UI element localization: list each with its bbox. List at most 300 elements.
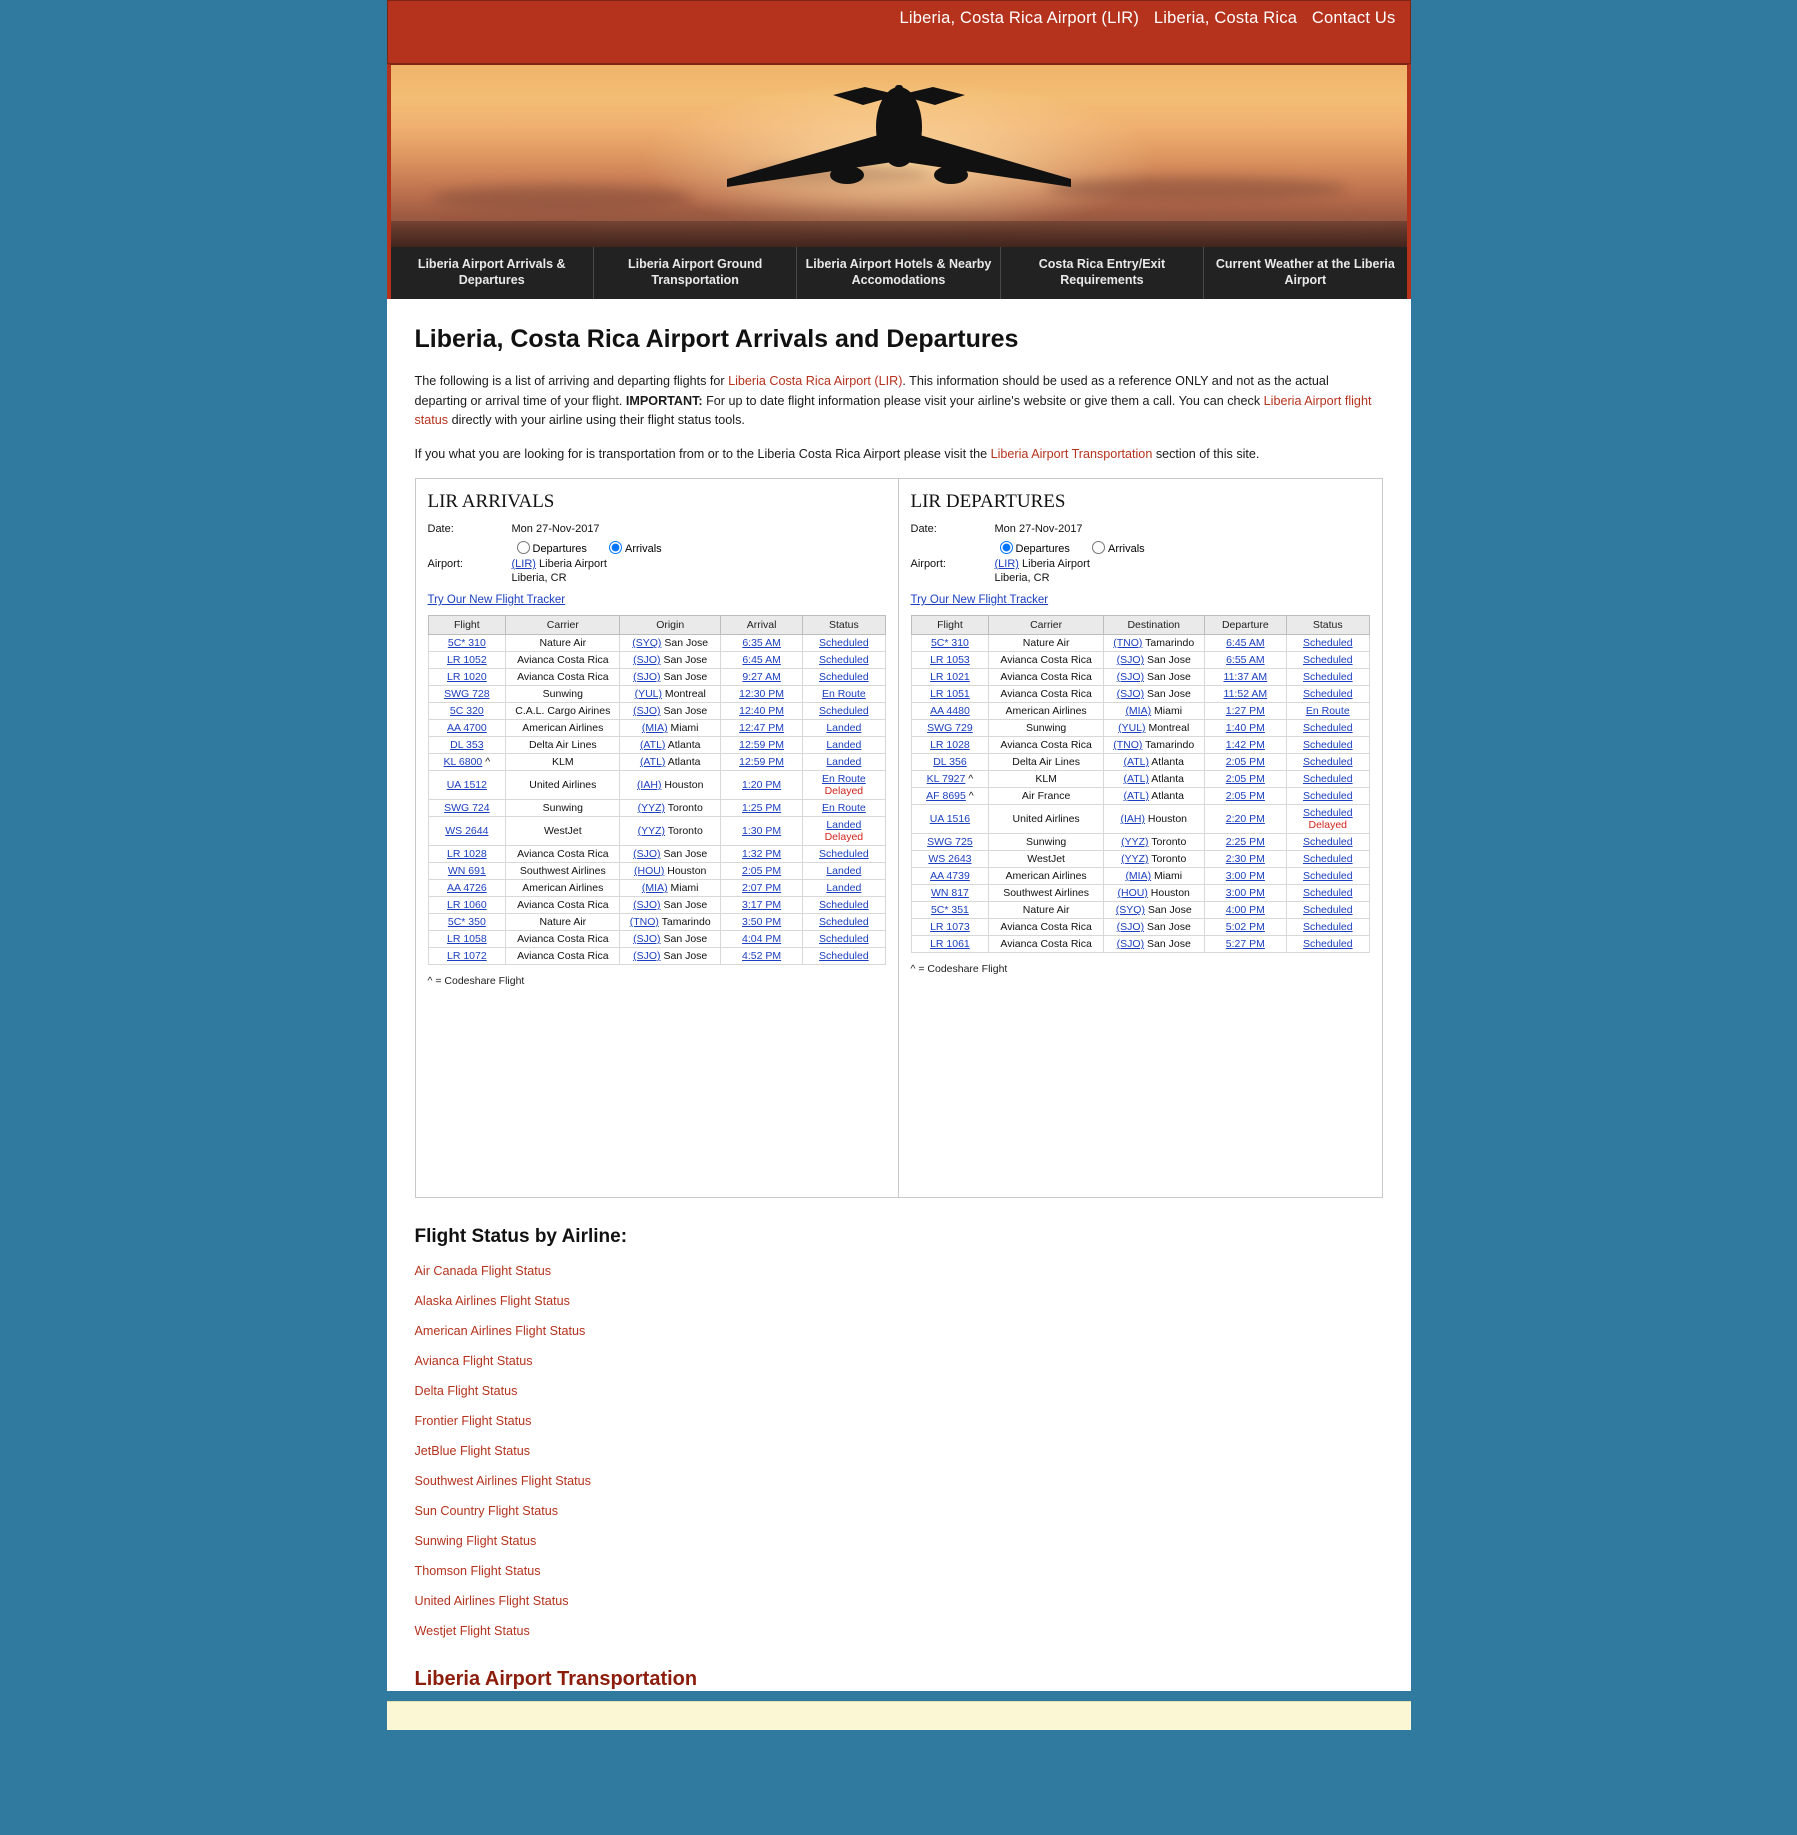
cell-carrier: United Airlines <box>989 805 1104 834</box>
cloud-3 <box>1047 177 1347 201</box>
flight-number-link[interactable]: KL 7927 <box>926 773 966 786</box>
status-badge[interactable]: Landed <box>826 756 862 769</box>
airport-code-link[interactable]: (SYQ) <box>632 637 662 650</box>
cell-carrier: Avianca Costa Rica <box>989 936 1104 953</box>
cell-carrier: WestJet <box>506 817 620 846</box>
departures-radio-departures-input[interactable] <box>1000 541 1013 554</box>
flight-number-link[interactable]: LR 1028 <box>446 848 487 861</box>
time-link[interactable]: 6:35 AM <box>742 637 781 650</box>
flight-number-link[interactable]: LR 1021 <box>930 671 970 684</box>
cell-carrier: Sunwing <box>989 720 1104 737</box>
time-link[interactable]: 1:32 PM <box>742 848 782 861</box>
departures-radio-arrivals[interactable] <box>1087 543 1145 555</box>
airline-status-link[interactable]: Air Canada Flight Status <box>414 1264 552 1279</box>
airport-code-link[interactable]: (YUL) <box>1118 722 1146 735</box>
airline-status-link[interactable]: Avianca Flight Status <box>414 1354 533 1369</box>
flight-number-link[interactable]: WN 817 <box>930 887 969 900</box>
hero-banner-image <box>387 64 1411 247</box>
cell-flight <box>428 931 506 948</box>
cell-place: (SJO) San Jose <box>620 897 721 914</box>
cell-place: (SJO) San Jose <box>1103 669 1204 686</box>
cell-time <box>720 737 802 754</box>
flight-number-link[interactable]: 5C 320 <box>449 705 484 718</box>
codeshare-marker: ^ <box>965 773 974 786</box>
flight-number-link[interactable]: DL 356 <box>933 756 967 769</box>
table-row <box>911 902 1369 919</box>
cell-status <box>803 703 885 720</box>
cell-flight <box>911 834 989 851</box>
bottom-highlight-strip <box>387 1701 1411 1730</box>
flight-number-link[interactable]: LR 1052 <box>446 654 487 667</box>
status-badge[interactable]: En Route <box>1305 705 1350 718</box>
arrivals-body <box>428 635 885 965</box>
arrivals-col-arrival: Arrival <box>720 616 802 635</box>
airline-status-link[interactable]: Westjet Flight Status <box>414 1624 530 1639</box>
airport-code-link[interactable]: (TNO) <box>629 916 659 929</box>
time-link[interactable]: 12:47 PM <box>739 722 785 735</box>
status-badge[interactable]: Scheduled <box>1302 654 1353 667</box>
cell-time <box>1204 652 1286 669</box>
table-row <box>911 771 1369 788</box>
time-link[interactable]: 11:37 AM <box>1223 671 1268 684</box>
cell-flight <box>911 635 989 652</box>
cell-carrier: Delta Air Lines <box>989 754 1104 771</box>
intro-text-c: For up to date flight information please visit your airline's website or give them a call. You can check <box>702 393 1264 408</box>
cell-time <box>720 948 802 965</box>
departures-radio-departures[interactable] <box>995 543 1070 555</box>
top-link-city[interactable]: Liberia, Costa Rica <box>1153 9 1298 27</box>
airline-status-link[interactable]: JetBlue Flight Status <box>414 1444 531 1459</box>
departures-col-destination: Destination <box>1103 616 1204 635</box>
arrivals-col-status: Status <box>803 616 885 635</box>
flight-number-link[interactable]: AF 8695 <box>926 790 966 803</box>
cell-time <box>720 880 802 897</box>
time-link[interactable]: 1:40 PM <box>1225 722 1265 735</box>
time-link[interactable]: 1:30 PM <box>742 825 782 838</box>
table-row <box>911 703 1369 720</box>
flight-number-link[interactable]: SWG 724 <box>444 802 490 815</box>
table-row <box>911 635 1369 652</box>
flight-number-link[interactable]: UA 1512 <box>446 779 487 792</box>
table-row <box>428 914 885 931</box>
time-link[interactable]: 6:45 AM <box>742 654 781 667</box>
airport-code-link[interactable]: (SJO) <box>633 933 661 946</box>
cell-carrier: Nature Air <box>989 902 1104 919</box>
time-link[interactable]: 2:20 PM <box>1225 813 1265 826</box>
flight-number-link[interactable]: LR 1072 <box>446 950 487 963</box>
flight-number-link[interactable]: WN 691 <box>447 865 486 878</box>
codeshare-marker: ^ <box>482 756 491 769</box>
airport-code-link[interactable]: (SJO) <box>1116 938 1145 951</box>
arrivals-radio-departures-input[interactable] <box>517 541 530 554</box>
cell-carrier: Nature Air <box>989 635 1104 652</box>
cell-status <box>1287 737 1369 754</box>
cell-place: (SYQ) San Jose <box>1103 902 1204 919</box>
flight-number-link[interactable]: SWG 728 <box>444 688 490 701</box>
status-badge[interactable]: Scheduled <box>1302 722 1353 735</box>
airline-status-link[interactable]: Alaska Airlines Flight Status <box>414 1294 570 1309</box>
page-wrapper <box>387 0 1411 1730</box>
cell-place: (SJO) San Jose <box>620 652 721 669</box>
arrivals-airport-name: Liberia Airport <box>535 558 607 571</box>
cell-status <box>1287 703 1369 720</box>
time-link[interactable]: 2:07 PM <box>742 882 782 895</box>
airport-code-link[interactable]: (ATL) <box>1123 756 1149 769</box>
table-row <box>911 788 1369 805</box>
airport-code-link[interactable]: (ATL) <box>1123 773 1149 786</box>
status-badge[interactable]: Scheduled <box>1302 688 1353 701</box>
cell-status <box>803 931 885 948</box>
flight-number-link[interactable]: DL 353 <box>450 739 484 752</box>
airport-code-link[interactable]: (SJO) <box>1116 654 1145 667</box>
arrivals-col-origin: Origin <box>620 616 721 635</box>
airport-code-link[interactable]: (ATL) <box>1123 790 1149 803</box>
intro-paragraph-1 <box>415 372 1383 431</box>
cell-place: (YYZ) Toronto <box>1103 851 1204 868</box>
intro-important-label: IMPORTANT: <box>625 393 703 408</box>
cell-flight <box>911 902 989 919</box>
cell-status <box>803 863 885 880</box>
table-row <box>428 817 885 846</box>
cell-status <box>1287 919 1369 936</box>
flight-number-link[interactable]: LR 1020 <box>446 671 487 684</box>
cell-flight <box>428 880 506 897</box>
status-badge[interactable]: Scheduled <box>819 654 869 667</box>
status-badge[interactable]: Landed <box>826 722 862 735</box>
status-badge[interactable]: Scheduled <box>1302 790 1353 803</box>
status-badge[interactable]: Scheduled <box>1302 921 1353 934</box>
airport-code-link[interactable]: (MIA) <box>641 882 668 895</box>
status-badge[interactable]: Scheduled <box>819 705 869 718</box>
cell-place: (SJO) San Jose <box>1103 652 1204 669</box>
cell-place: (HOU) Houston <box>620 863 721 880</box>
time-link[interactable]: 3:00 PM <box>1225 887 1265 900</box>
departures-flight-tracker-link[interactable]: Try Our New Flight Tracker <box>910 594 1049 607</box>
arrivals-col-flight: Flight <box>428 616 506 635</box>
departures-city-spacer <box>911 572 995 584</box>
flight-number-link[interactable]: SWG 725 <box>927 836 973 849</box>
flight-number-link[interactable]: LR 1051 <box>930 688 970 701</box>
airport-code-link[interactable]: (SJO) <box>633 848 661 861</box>
departures-radio-arrivals-label: Arrivals <box>1107 543 1145 556</box>
airport-code-link[interactable]: (SYQ) <box>1115 904 1145 917</box>
status-badge[interactable]: En Route <box>821 773 866 786</box>
airport-code-link[interactable]: (HOU) <box>634 865 665 878</box>
status-badge[interactable]: Scheduled <box>1302 887 1353 900</box>
time-link[interactable]: 1:27 PM <box>1225 705 1265 718</box>
flight-number-link[interactable]: LR 1073 <box>930 921 970 934</box>
flight-number-link[interactable]: LR 1061 <box>930 938 970 951</box>
cell-flight <box>911 919 989 936</box>
flight-number-link[interactable]: LR 1028 <box>930 739 970 752</box>
time-link[interactable]: 4:52 PM <box>742 950 782 963</box>
arrivals-heading: LIR ARRIVALS <box>427 491 555 513</box>
cell-place: (MIA) Miami <box>1103 868 1204 885</box>
time-link[interactable]: 3:00 PM <box>1225 870 1265 883</box>
flight-number-link[interactable]: LR 1053 <box>930 654 970 667</box>
airport-code-link[interactable]: (IAH) <box>636 779 662 792</box>
cell-time <box>720 931 802 948</box>
intro2-text-a: If you what you are looking for is transportation from or to the Liberia Costa Rica Airport please visit the <box>414 446 991 461</box>
status-badge[interactable]: Scheduled <box>1302 739 1353 752</box>
time-link[interactable]: 2:25 PM <box>1225 836 1265 849</box>
cell-flight <box>911 788 989 805</box>
time-link[interactable]: 9:27 AM <box>742 671 781 684</box>
departures-date-value: Mon 27-Nov-2017 <box>994 523 1083 536</box>
status-badge[interactable]: Scheduled <box>1302 807 1353 820</box>
airport-code-link[interactable]: (SJO) <box>633 654 661 667</box>
table-row <box>911 868 1369 885</box>
flight-number-link[interactable]: SWG 729 <box>927 722 973 735</box>
main-navigation <box>387 247 1411 299</box>
top-bar <box>387 0 1411 64</box>
status-badge[interactable]: Scheduled <box>819 671 869 684</box>
airline-status-link[interactable]: Southwest Airlines Flight Status <box>414 1474 591 1489</box>
time-link[interactable]: 12:59 PM <box>739 739 785 752</box>
status-badge[interactable]: Scheduled <box>1302 870 1353 883</box>
nav-item-hotels[interactable]: Liberia Airport Hotels & Nearby Accomodations <box>797 247 1000 299</box>
link-airport-transportation[interactable]: Liberia Airport Transportation <box>990 446 1153 461</box>
airport-code-link[interactable]: (ATL) <box>639 756 666 769</box>
table-row <box>428 800 885 817</box>
arrivals-airport-code-link[interactable]: (LIR) <box>511 558 536 571</box>
status-badge[interactable]: Scheduled <box>1302 853 1353 866</box>
status-badge[interactable]: Scheduled <box>1302 904 1353 917</box>
link-flight-status[interactable]: Liberia Airport flight status <box>414 393 1372 428</box>
flight-number-link[interactable]: KL 6800 <box>443 756 483 769</box>
cell-carrier: Air France <box>989 788 1104 805</box>
status-delay-note: Delayed <box>824 785 864 798</box>
cell-flight <box>911 737 989 754</box>
cell-carrier: Avianca Costa Rica <box>989 669 1104 686</box>
nav-item-entry-exit[interactable]: Costa Rica Entry/Exit Requirements <box>1001 247 1204 299</box>
flight-number-link[interactable]: WS 2644 <box>445 825 489 838</box>
airline-status-link[interactable]: American Airlines Flight Status <box>414 1324 586 1339</box>
time-link[interactable]: 1:20 PM <box>742 779 782 792</box>
arrivals-radio-departures-label: Departures <box>532 543 587 556</box>
cell-status <box>1287 720 1369 737</box>
airport-code-link[interactable]: (YYZ) <box>637 802 666 815</box>
airport-code-link[interactable]: (MIA) <box>1125 870 1152 883</box>
departures-date-row <box>911 523 1370 535</box>
cloud-1 <box>431 185 691 211</box>
status-badge[interactable]: Scheduled <box>819 950 869 963</box>
top-link-contact[interactable]: Contact Us <box>1311 9 1396 27</box>
status-badge[interactable]: Scheduled <box>819 916 869 929</box>
status-badge[interactable]: Scheduled <box>1302 938 1353 951</box>
airport-code-link[interactable]: (SJO) <box>1116 921 1145 934</box>
airline-status-link[interactable]: Thomson Flight Status <box>414 1564 541 1579</box>
airline-status-link[interactable]: Frontier Flight Status <box>414 1414 532 1429</box>
cell-time <box>1204 737 1286 754</box>
horizon-ground <box>391 221 1407 247</box>
time-link[interactable]: 12:59 PM <box>739 756 785 769</box>
cell-carrier: Sunwing <box>506 800 620 817</box>
cell-flight <box>911 885 989 902</box>
airport-code-link[interactable]: (MIA) <box>1125 705 1152 718</box>
arrivals-flight-tracker-link[interactable]: Try Our New Flight Tracker <box>427 594 566 607</box>
cell-time <box>720 652 802 669</box>
status-badge[interactable]: Landed <box>826 865 862 878</box>
nav-item-weather[interactable]: Current Weather at the Liberia Airport <box>1215 257 1395 287</box>
airport-code-link[interactable]: (IAH) <box>1120 813 1145 826</box>
cell-flight <box>911 936 989 953</box>
status-badge[interactable]: Landed <box>826 819 862 832</box>
time-link[interactable]: 4:04 PM <box>742 933 782 946</box>
cell-flight <box>911 754 989 771</box>
flight-number-link[interactable]: WS 2643 <box>928 853 972 866</box>
cell-time <box>1204 936 1286 953</box>
departures-col-carrier: Carrier <box>989 616 1104 635</box>
arrivals-radio-arrivals[interactable] <box>604 543 662 555</box>
departures-radio-arrivals-input[interactable] <box>1092 541 1105 554</box>
status-badge[interactable]: Scheduled <box>1302 671 1353 684</box>
time-link[interactable]: 4:00 PM <box>1225 904 1265 917</box>
airport-code-link[interactable]: (TNO) <box>1113 739 1143 752</box>
cell-carrier: Southwest Airlines <box>506 863 620 880</box>
flight-number-link[interactable]: AA 4480 <box>930 705 970 718</box>
time-link[interactable]: 2:05 PM <box>1225 773 1265 786</box>
airport-code-link[interactable]: (ATL) <box>639 739 666 752</box>
flight-number-link[interactable]: 5C* 310 <box>930 637 969 650</box>
time-link[interactable]: 3:17 PM <box>742 899 782 912</box>
cell-flight <box>428 652 506 669</box>
time-link[interactable]: 1:25 PM <box>742 802 782 815</box>
time-link[interactable]: 6:45 AM <box>1226 637 1265 650</box>
cell-place: (SYQ) San Jose <box>620 635 721 652</box>
flight-number-link[interactable]: LR 1060 <box>446 899 487 912</box>
time-link[interactable]: 5:27 PM <box>1225 938 1265 951</box>
arrivals-radio-departures[interactable] <box>512 543 587 555</box>
status-badge[interactable]: Landed <box>826 882 862 895</box>
time-link[interactable]: 6:55 AM <box>1226 654 1265 667</box>
airport-code-link[interactable]: (YYZ) <box>637 825 666 838</box>
time-link[interactable]: 1:42 PM <box>1225 739 1265 752</box>
flight-number-link[interactable]: LR 1058 <box>446 933 487 946</box>
cell-time <box>1204 788 1286 805</box>
airline-status-link[interactable]: Delta Flight Status <box>414 1384 518 1399</box>
cell-place: (SJO) San Jose <box>620 846 721 863</box>
flight-number-link[interactable]: 5C* 351 <box>930 904 969 917</box>
time-link[interactable]: 2:05 PM <box>1225 756 1265 769</box>
flight-number-link[interactable]: 5C* 350 <box>447 916 486 929</box>
departures-footnote: ^ = Codeshare Flight <box>910 963 1008 976</box>
cell-time <box>720 754 802 771</box>
cell-place: (TNO) Tamarindo <box>1103 635 1204 652</box>
cell-flight <box>911 868 989 885</box>
cell-status <box>1287 834 1369 851</box>
airport-code-link[interactable]: (MIA) <box>641 722 668 735</box>
intro-text-a: The following is a list of arriving and departing flights for <box>414 374 729 388</box>
cell-flight <box>428 669 506 686</box>
cell-time <box>1204 885 1286 902</box>
airline-status-link[interactable]: United Airlines Flight Status <box>414 1594 569 1609</box>
flight-number-link[interactable]: AA 4739 <box>930 870 970 883</box>
status-badge[interactable]: Scheduled <box>819 899 869 912</box>
cell-status <box>803 880 885 897</box>
nav-item-arrivals-departures[interactable]: Liberia Airport Arrivals & Departures <box>391 247 594 299</box>
flight-number-link[interactable]: 5C* 310 <box>447 637 486 650</box>
time-link[interactable]: 2:30 PM <box>1225 853 1265 866</box>
cell-flight <box>911 771 989 788</box>
time-link[interactable]: 2:05 PM <box>742 865 782 878</box>
status-badge[interactable]: Landed <box>826 739 862 752</box>
arrivals-footnote: ^ = Codeshare Flight <box>427 975 525 988</box>
cell-carrier: Sunwing <box>989 834 1104 851</box>
airport-code-link[interactable]: (SJO) <box>633 671 661 684</box>
table-row <box>428 686 885 703</box>
airport-code-link[interactable]: (YYZ) <box>1121 853 1149 866</box>
cell-time <box>720 800 802 817</box>
status-badge[interactable]: Scheduled <box>1302 836 1353 849</box>
status-badge[interactable]: Scheduled <box>1302 637 1353 650</box>
flight-number-link[interactable]: UA 1516 <box>929 813 971 826</box>
departures-airport-name: Liberia Airport <box>1018 558 1090 571</box>
status-badge[interactable]: Scheduled <box>819 933 869 946</box>
cell-time <box>1204 919 1286 936</box>
cell-flight <box>911 686 989 703</box>
cell-status <box>1287 669 1369 686</box>
cell-place: (IAH) Houston <box>1103 805 1204 834</box>
time-link[interactable]: 3:50 PM <box>742 916 782 929</box>
status-badge[interactable]: En Route <box>821 688 866 701</box>
cell-time <box>1204 703 1286 720</box>
status-badge[interactable]: Scheduled <box>1302 773 1353 786</box>
time-link[interactable]: 2:05 PM <box>1225 790 1265 803</box>
link-liberia-airport[interactable]: Liberia Costa Rica Airport (LIR) <box>728 374 903 388</box>
airport-code-link[interactable]: (YUL) <box>634 688 663 701</box>
airport-code-link[interactable]: (HOU) <box>1117 887 1148 900</box>
arrivals-radio-arrivals-input[interactable] <box>609 541 622 554</box>
airline-status-link[interactable]: Sunwing Flight Status <box>414 1534 537 1549</box>
airport-code-link[interactable]: (SJO) <box>1116 688 1145 701</box>
arrivals-table <box>428 615 886 965</box>
time-link[interactable]: 11:52 AM <box>1223 688 1268 701</box>
airport-code-link[interactable]: (SJO) <box>633 899 661 912</box>
flight-number-link[interactable]: AA 4700 <box>446 722 487 735</box>
table-row <box>428 720 885 737</box>
airport-code-link[interactable]: (YYZ) <box>1121 836 1149 849</box>
cell-status <box>803 897 885 914</box>
status-badge[interactable]: Scheduled <box>1302 756 1353 769</box>
airport-code-link[interactable]: (SJO) <box>633 950 661 963</box>
top-link-airport[interactable]: Liberia, Costa Rica Airport (LIR) <box>899 9 1140 27</box>
cell-carrier: Nature Air <box>506 635 620 652</box>
departures-body <box>911 635 1369 953</box>
cell-flight <box>428 737 506 754</box>
cell-flight <box>428 817 506 846</box>
airline-status-link[interactable]: Sun Country Flight Status <box>414 1504 558 1519</box>
nav-item-ground-transportation[interactable]: Liberia Airport Ground Transportation <box>594 247 797 299</box>
airport-code-link[interactable]: (SJO) <box>1116 671 1145 684</box>
airport-code-link[interactable]: (SJO) <box>633 705 661 718</box>
status-badge[interactable]: Scheduled <box>819 848 869 861</box>
status-badge[interactable]: Scheduled <box>819 637 869 650</box>
time-link[interactable]: 5:02 PM <box>1225 921 1265 934</box>
time-link[interactable]: 12:30 PM <box>739 688 785 701</box>
departures-col-status: Status <box>1287 616 1369 635</box>
cell-status <box>1287 788 1369 805</box>
airport-code-link[interactable]: (TNO) <box>1113 637 1143 650</box>
transportation-section-title: Liberia Airport Transportation <box>414 1668 698 1691</box>
cell-place: (SJO) San Jose <box>1103 936 1204 953</box>
status-badge[interactable]: En Route <box>821 802 866 815</box>
time-link[interactable]: 12:40 PM <box>739 705 785 718</box>
table-row <box>428 771 885 800</box>
departures-airport-code-link[interactable]: (LIR) <box>994 558 1019 571</box>
flight-number-link[interactable]: AA 4726 <box>446 882 487 895</box>
cell-time <box>1204 868 1286 885</box>
